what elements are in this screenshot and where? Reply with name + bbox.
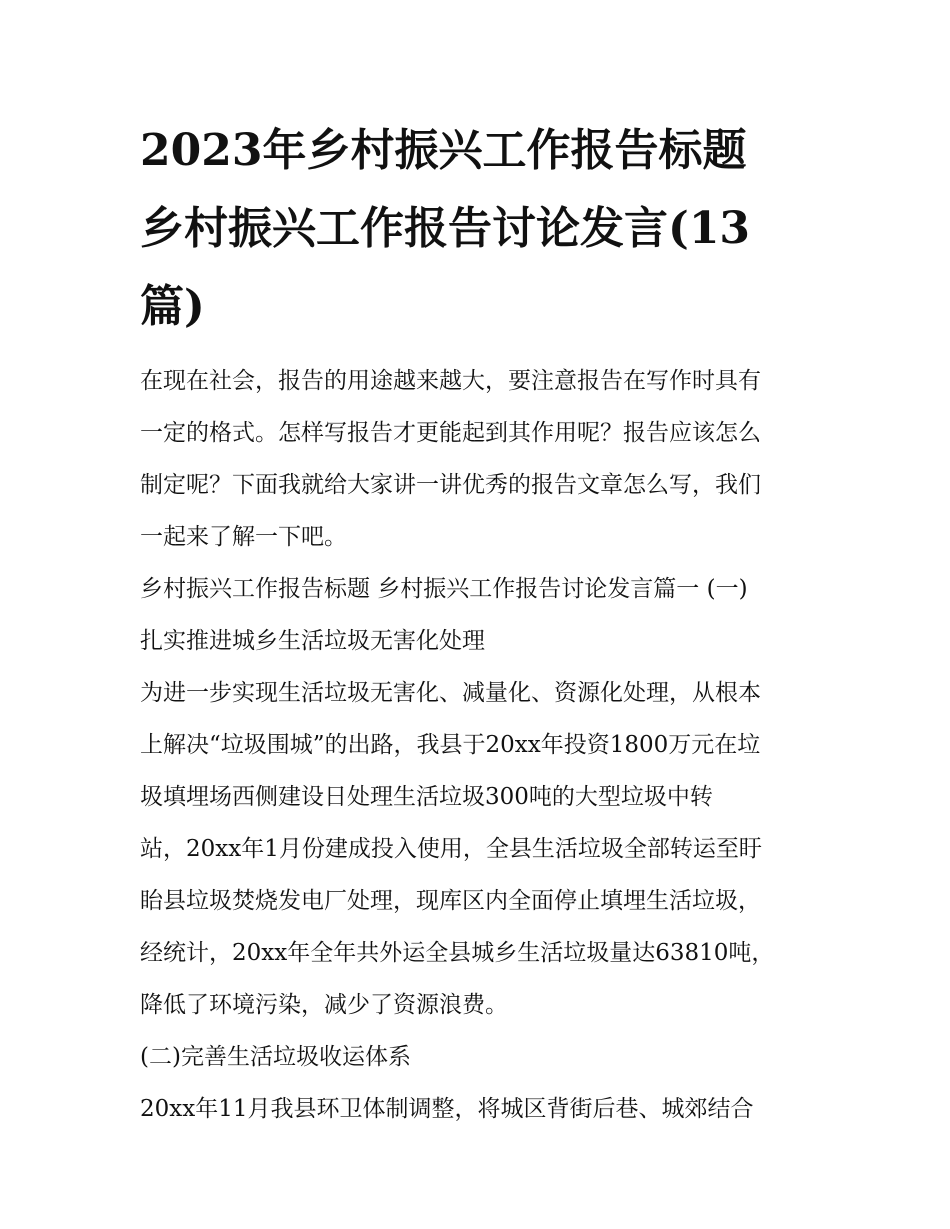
body-line: 在现在社会，报告的用途越来越大，要注意报告在写作时具有 (140, 368, 761, 394)
document-title (140, 112, 830, 346)
body-line: 20xx年11月我县环卫体制调整，将城区背街后巷、城郊结合 (140, 1096, 754, 1122)
body-line: 一起来了解一下吧。 (140, 524, 347, 550)
document-body (140, 355, 820, 1135)
body-line: 眙县垃圾焚烧发电厂处理，现库区内全面停止填埋生活垃圾， (140, 888, 761, 914)
section-heading: (二)完善生活垃圾收运体系 (140, 1044, 411, 1070)
body-line: 站，20xx年1月份建成投入使用，全县生活垃圾全部转运至盱 (140, 836, 762, 862)
title-line: 篇) (140, 281, 205, 332)
body-line: 制定呢？下面我就给大家讲一讲优秀的报告文章怎么写，我们 (140, 472, 761, 498)
body-line: 上解决“垃圾围城”的出路，我县于20xx年投资1800万元在垃 (140, 732, 761, 758)
title-line: 乡村振兴工作报告讨论发言(13 (140, 203, 751, 254)
body-line: 圾填埋场西侧建设日处理生活垃圾300吨的大型垃圾中转 (140, 784, 713, 810)
body-line: 一定的格式。怎样写报告才更能起到其作用呢？报告应该怎么 (140, 420, 761, 446)
body-line: 为进一步实现生活垃圾无害化、减量化、资源化处理，从根本 (140, 680, 761, 706)
body-line: 经统计，20xx年全年共外运全县城乡生活垃圾量达63810吨， (140, 940, 775, 966)
section-heading: 扎实推进城乡生活垃圾无害化处理 (140, 628, 485, 654)
title-line: 2023年乡村振兴工作报告标题 (140, 125, 747, 176)
body-line: 降低了环境污染，减少了资源浪费。 (140, 992, 508, 1018)
section-heading: 乡村振兴工作报告标题 乡村振兴工作报告讨论发言篇一 (一) (140, 576, 748, 602)
